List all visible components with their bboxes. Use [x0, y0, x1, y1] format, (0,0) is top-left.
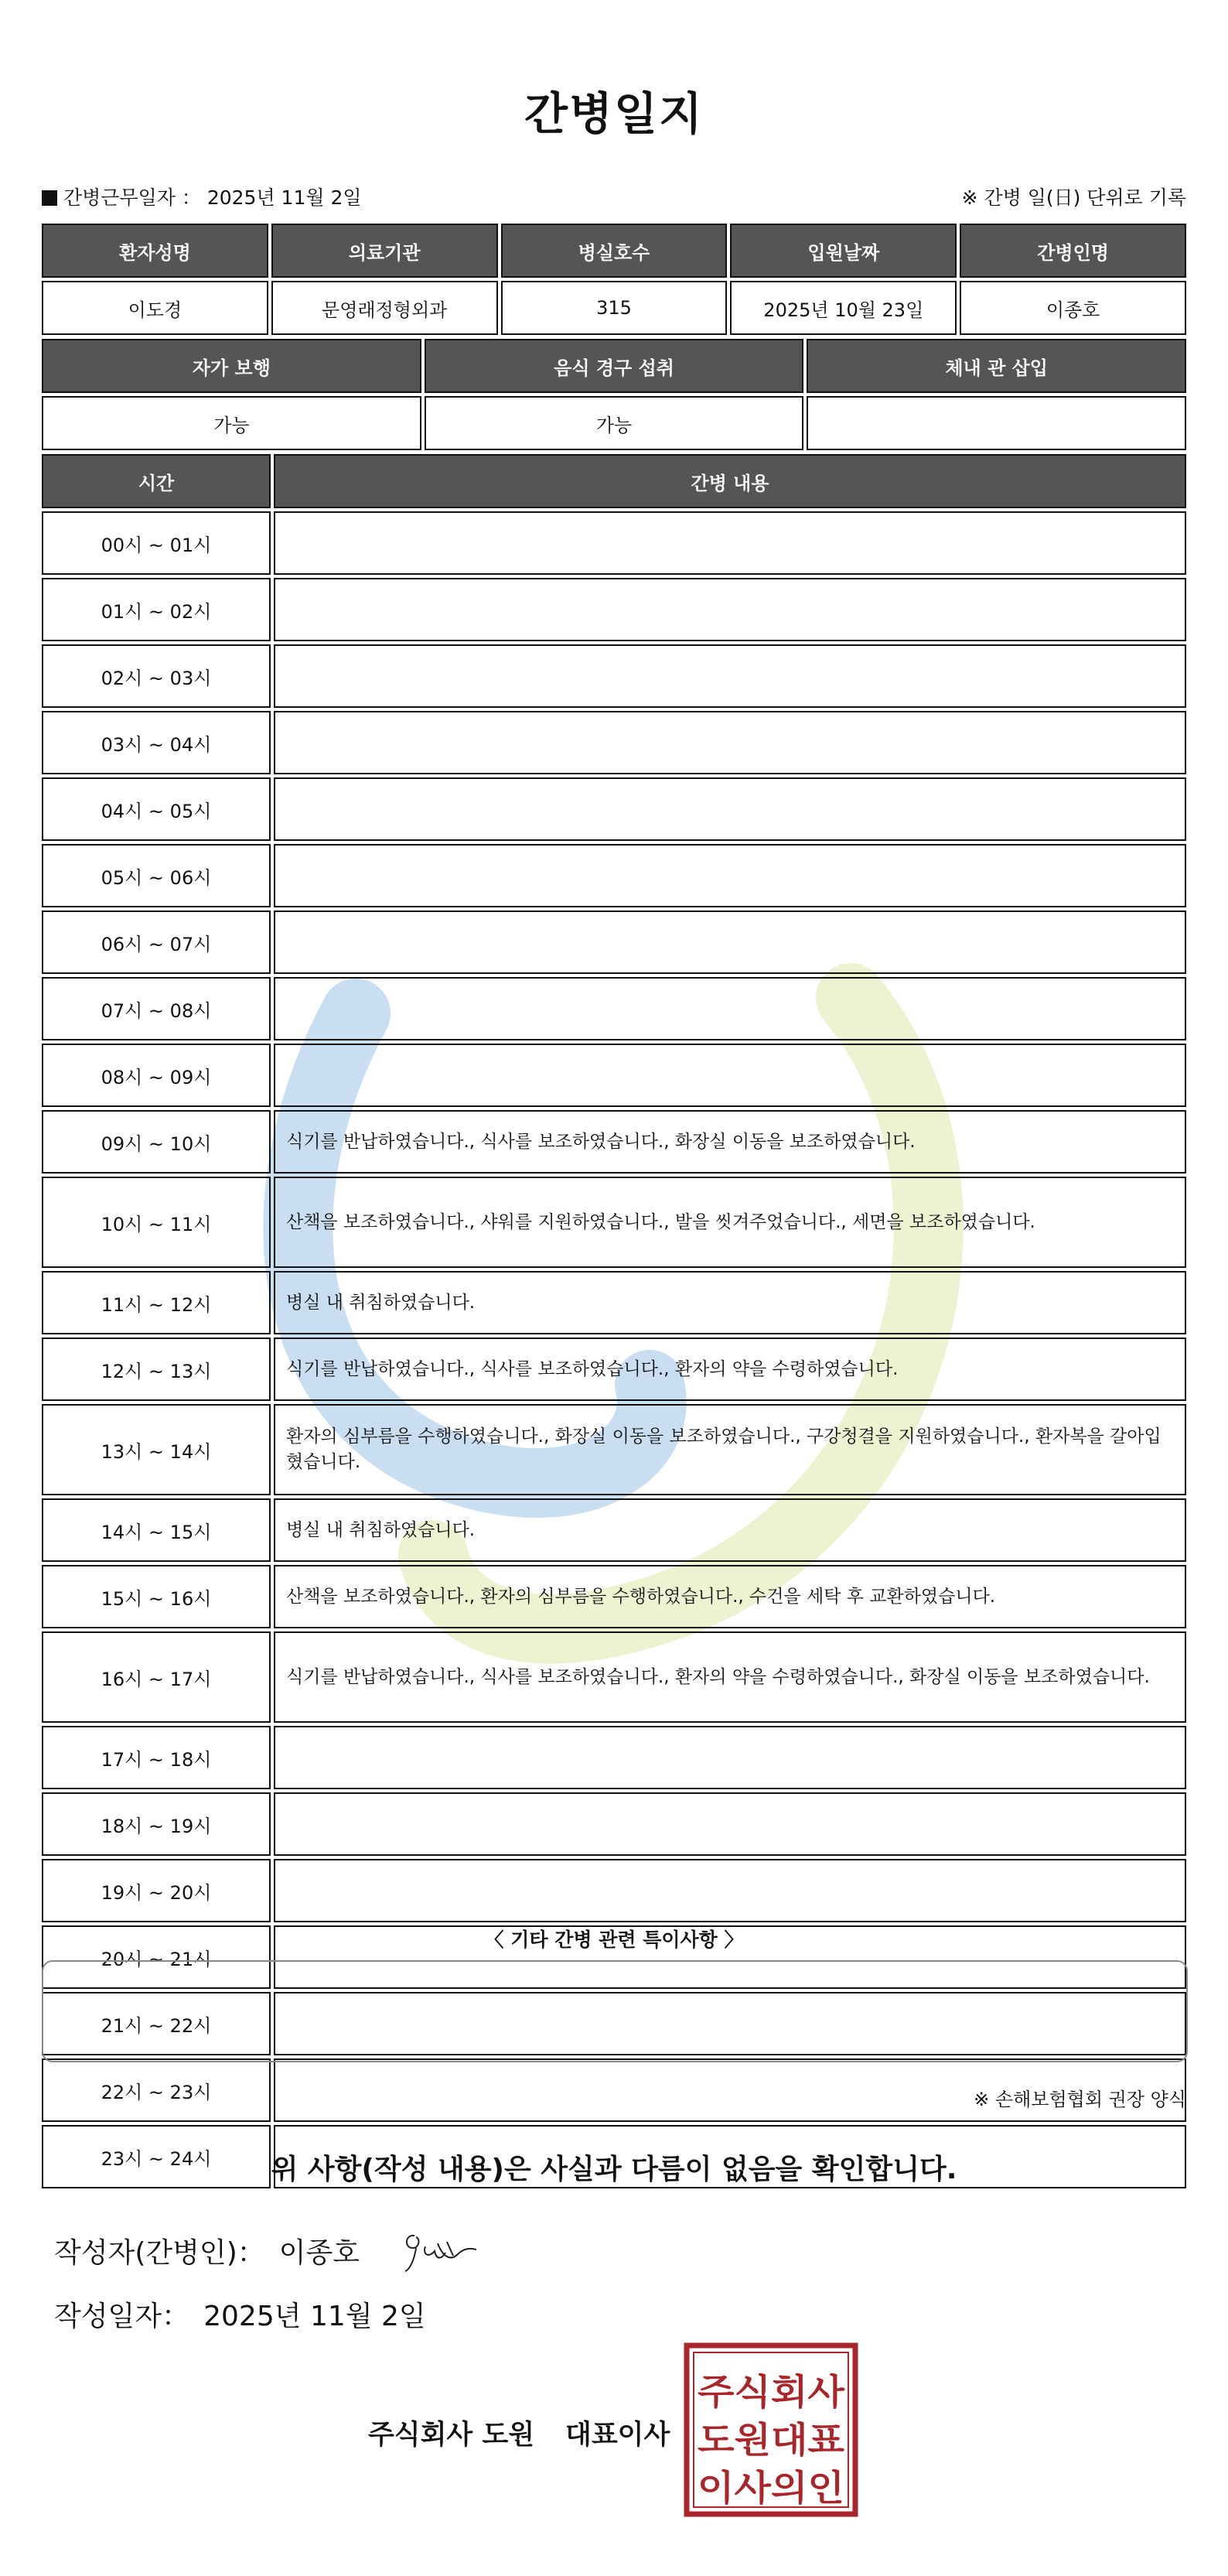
patient-name: 이도경: [42, 281, 268, 335]
header-tube-insertion: 체내 관 삽입: [807, 339, 1186, 393]
written-date-value: 2025년 11월 2일: [203, 2301, 426, 2332]
log-time: 02시 ~ 03시: [42, 644, 271, 708]
log-row: [42, 977, 1186, 1040]
log-content: 병실 내 취침하였습니다.: [274, 1498, 1186, 1562]
log-time: 11시 ~ 12시: [42, 1271, 271, 1334]
patient-info-table: [39, 220, 1189, 338]
written-date-line: [54, 2294, 426, 2334]
company-seal-stamp: [684, 2342, 858, 2517]
log-row: [42, 1792, 1186, 1856]
log-time: 16시 ~ 17시: [42, 1631, 271, 1723]
log-row: [42, 1631, 1186, 1723]
header-hospital: 의료기관: [271, 224, 498, 278]
log-content: 산책을 보조하였습니다., 샤워를 지원하였습니다., 발을 씻겨주었습니다., 세면을 보조하였습니다.: [274, 1177, 1186, 1268]
header-room-number: 병실호수: [501, 224, 728, 278]
log-time: 00시 ~ 01시: [42, 511, 271, 575]
log-content: [274, 511, 1186, 575]
log-time: 05시 ~ 06시: [42, 844, 271, 907]
caregiver-name: 이종호: [960, 281, 1186, 335]
log-time: 06시 ~ 07시: [42, 910, 271, 974]
log-time: 13시 ~ 14시: [42, 1404, 271, 1495]
log-row: [42, 1110, 1186, 1174]
log-row: [42, 1404, 1186, 1495]
log-content: [274, 844, 1186, 907]
hospital-name: 문영래정형외과: [271, 281, 498, 335]
header-self-walking: 자가 보행: [42, 339, 421, 393]
log-row: [42, 1338, 1186, 1401]
log-content: [274, 777, 1186, 841]
written-date-label: 작성일자：: [54, 2301, 190, 2332]
log-row: [42, 511, 1186, 575]
log-content: 병실 내 취침하였습니다.: [274, 1271, 1186, 1334]
tube-insertion-value: [807, 396, 1186, 450]
writer-name: 이종호: [278, 2237, 360, 2269]
log-content: 산책을 보조하였습니다., 환자의 심부름을 수행하였습니다., 수건을 세탁 후 교환하였습니다.: [274, 1565, 1186, 1628]
representative-title: 대표이사: [565, 2420, 670, 2451]
log-time: 03시 ~ 04시: [42, 711, 271, 774]
special-notes-box: [42, 1960, 1188, 2062]
log-row: [42, 1726, 1186, 1789]
special-notes-title: 〈 기타 간병 관련 특이사항 〉: [484, 1929, 744, 1951]
log-row: [42, 1859, 1186, 1922]
confirmation-statement: 위 사항(작성 내용)은 사실과 다름이 없음을 확인합니다.: [271, 2154, 957, 2185]
log-content: [274, 910, 1186, 974]
work-date-label: 간병근무일자: [63, 186, 176, 209]
log-time: 14시 ~ 15시: [42, 1498, 271, 1562]
log-content: [274, 578, 1186, 641]
log-time: 23시 ~ 24시: [42, 2125, 271, 2188]
self-walking-value: 가능: [42, 396, 421, 450]
patient-status-table: [39, 336, 1189, 453]
log-time: 20시 ~ 21시: [42, 1925, 271, 1989]
log-row: [42, 1044, 1186, 1107]
log-content: [274, 1726, 1186, 1789]
recommend-note: ※ 손해보험협회 권장 양식: [974, 2089, 1186, 2110]
header-patient-name: 환자성명: [42, 224, 268, 278]
log-row: [42, 1498, 1186, 1562]
square-bullet-icon: [42, 190, 57, 206]
log-time: 09시 ~ 10시: [42, 1110, 271, 1174]
log-time: 15시 ~ 16시: [42, 1565, 271, 1628]
header-caregiver-name: 간병인명: [960, 224, 1186, 278]
log-time: 04시 ~ 05시: [42, 777, 271, 841]
header-admission-date: 입원날짜: [730, 224, 957, 278]
log-time: 19시 ~ 20시: [42, 1859, 271, 1922]
page-title: 간병일지: [524, 87, 704, 140]
oral-intake-value: 가능: [425, 396, 804, 450]
log-content: 환자의 심부름을 수행하였습니다., 화장실 이동을 보조하였습니다., 구강청결을 지원하였습니다., 환자복을 갈아입혔습니다.: [274, 1404, 1186, 1495]
log-time: 10시 ~ 11시: [42, 1177, 271, 1268]
log-content: [274, 1792, 1186, 1856]
svg-text:주식회사: 주식회사: [698, 2371, 845, 2413]
log-time: 08시 ~ 09시: [42, 1044, 271, 1107]
work-date: [42, 183, 362, 210]
log-row: [42, 1271, 1186, 1334]
log-time: 12시 ~ 13시: [42, 1338, 271, 1401]
log-time: 22시 ~ 23시: [42, 2058, 271, 2122]
header-oral-intake: 음식 경구 섭취: [425, 339, 804, 393]
log-row: [42, 777, 1186, 841]
admission-date: 2025년 10월 23일: [730, 281, 957, 335]
log-time: 01시 ~ 02시: [42, 578, 271, 641]
log-time: 18시 ~ 19시: [42, 1792, 271, 1856]
room-number: 315: [501, 281, 728, 335]
log-row: [42, 844, 1186, 907]
log-row: [42, 711, 1186, 774]
log-content: [274, 644, 1186, 708]
log-row: [42, 578, 1186, 641]
log-content: [274, 977, 1186, 1040]
work-date-value: 2025년 11월 2일: [206, 186, 362, 209]
writer-label: 작성자(간병인)：: [54, 2237, 265, 2269]
work-date-separator: ：: [181, 186, 201, 209]
log-row: [42, 1177, 1186, 1268]
log-content: [274, 1044, 1186, 1107]
log-time: 21시 ~ 22시: [42, 1992, 271, 2055]
svg-text:이사의인: 이사의인: [698, 2467, 844, 2509]
log-row: [42, 644, 1186, 708]
daily-record-note: ※ 간병 일(日) 단위로 기록: [961, 186, 1186, 209]
log-row: [42, 910, 1186, 974]
log-content: [274, 1859, 1186, 1922]
header-care-content: 간병 내용: [274, 454, 1186, 508]
handwritten-signature: [399, 2225, 479, 2279]
log-content: 식기를 반납하였습니다., 식사를 보조하였습니다., 화장실 이동을 보조하였습니다.: [274, 1110, 1186, 1174]
svg-text:도원대표: 도원대표: [698, 2419, 845, 2461]
header-time: 시간: [42, 454, 271, 508]
writer-line: [54, 2231, 360, 2270]
company-signature-line: [368, 2414, 670, 2452]
log-content: [274, 711, 1186, 774]
company-name: 주식회사 도원: [368, 2420, 535, 2451]
log-content: 식기를 반납하였습니다., 식사를 보조하였습니다., 환자의 약을 수령하였습니다.: [274, 1338, 1186, 1401]
log-content: 식기를 반납하였습니다., 식사를 보조하였습니다., 환자의 약을 수령하였습니다., 화장실 이동을 보조하였습니다.: [274, 1631, 1186, 1723]
log-row: [42, 1565, 1186, 1628]
log-time: 07시 ~ 08시: [42, 977, 271, 1040]
log-time: 17시 ~ 18시: [42, 1726, 271, 1789]
